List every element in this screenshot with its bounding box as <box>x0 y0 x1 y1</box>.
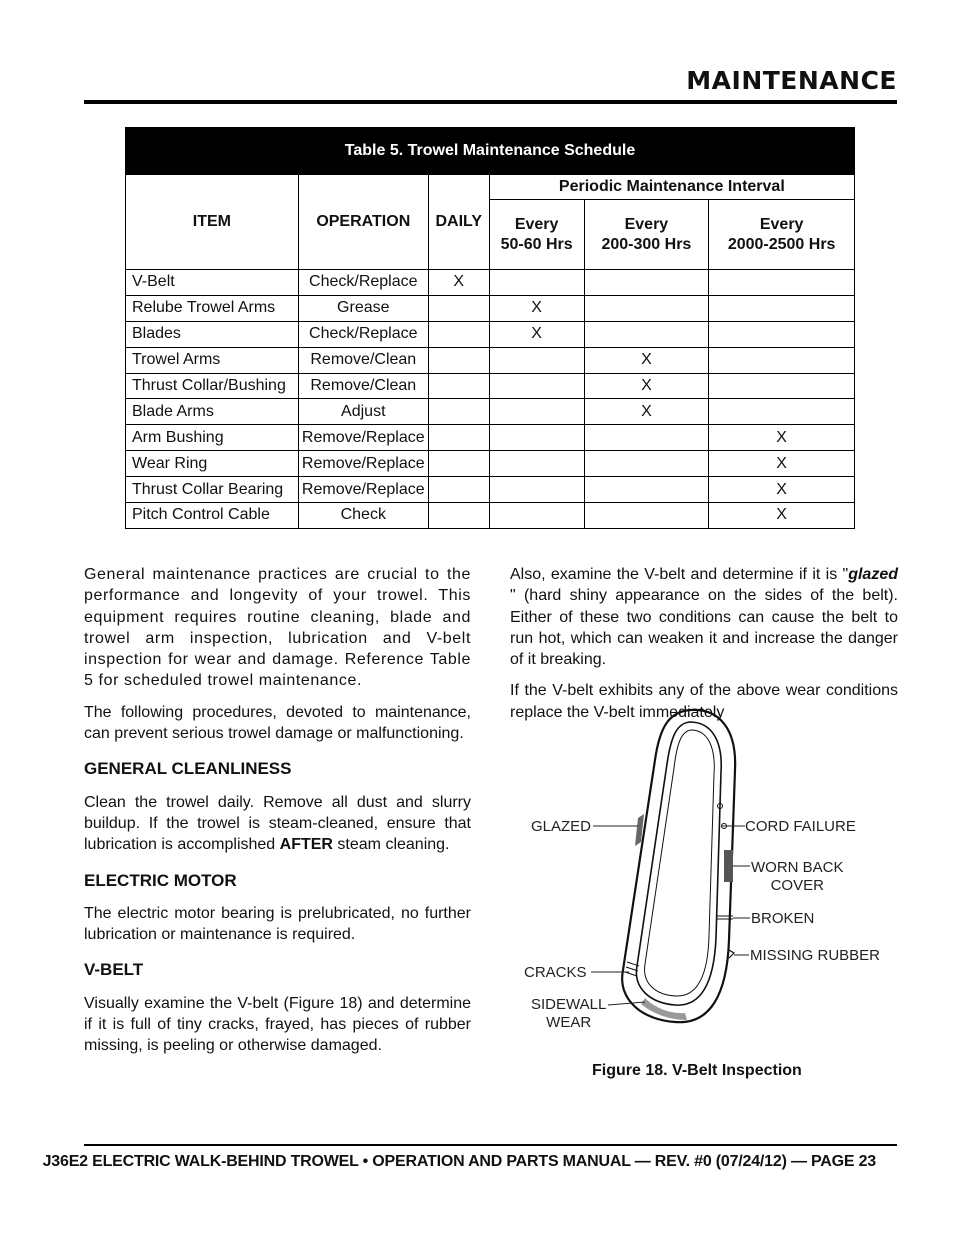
belt-innermost-line <box>645 730 715 996</box>
cell-i1 <box>489 425 584 451</box>
header-interval-1-line2: 50-60 Hrs <box>500 235 573 253</box>
cell-daily <box>428 373 489 399</box>
header-interval-3-line2: 2000-2500 Hrs <box>727 235 836 253</box>
heading-general-cleanliness: GENERAL CLEANLINESS <box>84 759 292 779</box>
label-glazed: GLAZED <box>531 818 592 835</box>
cell-i2 <box>584 295 709 321</box>
intro-paragraph: General maintenance practices are crucial to the performance and longevity of your trowel. This equipment requires routine cleaning, blade and trowel arm inspection, lubrication and V-belt inspection for wear and damage. Reference Table 5 for scheduled trowel maintenance. <box>84 566 471 690</box>
cell-item: Blades <box>126 321 299 347</box>
label-worn-back-line2: COVER <box>770 877 824 894</box>
cell-operation: Adjust <box>298 399 428 425</box>
table-body <box>126 270 855 529</box>
header-interval-1 <box>489 200 584 270</box>
cell-i3 <box>709 270 855 296</box>
title-rule <box>84 100 897 104</box>
label-cracks: CRACKS <box>524 964 587 981</box>
glazed-paragraph <box>510 564 898 670</box>
cell-i1 <box>489 477 584 503</box>
table-row <box>126 477 855 503</box>
cell-daily <box>428 477 489 503</box>
glazed-text-a: Also, examine the V-belt and determine if it is " <box>510 566 849 583</box>
leader-sidewall <box>608 1002 645 1005</box>
table-row <box>126 503 855 529</box>
cell-item: Pitch Control Cable <box>126 503 299 529</box>
cleanliness-emphasis: AFTER <box>279 836 333 854</box>
header-interval-3 <box>709 200 855 270</box>
missing-rubber-notch <box>729 950 734 958</box>
cell-item: Blade Arms <box>126 399 299 425</box>
cell-i3: X <box>709 477 855 503</box>
v-belt-paragraph: Visually examine the V-belt (Figure 18) and determine if it is full of tiny cracks, frayed, has pieces of rubber missing, is peeling or otherwise damaged. <box>84 994 471 1055</box>
cell-operation: Check/Replace <box>298 270 428 296</box>
cell-i3: X <box>709 503 855 529</box>
cell-operation: Remove/Replace <box>298 425 428 451</box>
glazed-emphasis: glazed <box>848 566 898 583</box>
cell-operation: Remove/Replace <box>298 477 428 503</box>
label-cord-failure: CORD FAILURE <box>745 818 856 835</box>
cell-daily <box>428 399 489 425</box>
v-belt-drawing <box>505 700 905 1040</box>
table-row <box>126 373 855 399</box>
label-broken: BROKEN <box>751 910 815 927</box>
cell-i2 <box>584 477 709 503</box>
cell-i2 <box>584 270 709 296</box>
header-daily: DAILY <box>428 175 489 270</box>
cell-item: Thrust Collar/Bushing <box>126 373 299 399</box>
cell-i3 <box>709 399 855 425</box>
page-title: MAINTENANCE <box>686 66 897 95</box>
maintenance-schedule-table <box>125 127 855 529</box>
motor-paragraph: The electric motor bearing is prelubricated, no further lubrication or maintenance is required. <box>84 904 471 944</box>
table-row <box>126 425 855 451</box>
cell-i2 <box>584 451 709 477</box>
cell-item: V-Belt <box>126 270 299 296</box>
label-sidewall-wear <box>531 996 606 1032</box>
table-row <box>126 295 855 321</box>
cell-i3 <box>709 347 855 373</box>
cell-operation: Remove/Clean <box>298 373 428 399</box>
belt-inner-outline <box>636 722 721 1005</box>
cell-item: Relube Trowel Arms <box>126 295 299 321</box>
footer-rule <box>84 1144 897 1146</box>
table-row <box>126 451 855 477</box>
cell-item: Thrust Collar Bearing <box>126 477 299 503</box>
cleanliness-text-a: Clean the trowel daily. Remove all dust and slurry buildup. If the trowel is steam-cleaned, ensure that lubrication is accomplished <box>84 793 471 854</box>
crack-mark-3 <box>625 972 637 976</box>
replace-paragraph: If the V-belt exhibits any of the above wear conditions replace the V-belt immediately <box>510 682 898 721</box>
header-interval-2 <box>584 200 709 270</box>
sidewall-wear-area <box>641 998 687 1020</box>
cell-i1 <box>489 399 584 425</box>
header-interval-1-line1: Every <box>514 215 559 233</box>
cell-daily: X <box>428 270 489 296</box>
table-row <box>126 321 855 347</box>
header-periodic: Periodic Maintenance Interval <box>489 175 854 200</box>
cell-i3 <box>709 321 855 347</box>
cell-operation: Remove/Clean <box>298 347 428 373</box>
cell-daily <box>428 295 489 321</box>
table-row <box>126 347 855 373</box>
cell-i1: X <box>489 295 584 321</box>
table-row <box>126 270 855 296</box>
cell-daily <box>428 321 489 347</box>
header-operation: OPERATION <box>298 175 428 270</box>
v-belt-figure <box>505 700 905 1040</box>
cleanliness-paragraph <box>84 792 471 856</box>
glazed-text-c: " (hard shiny appearance on the sides of the belt). Either of these two conditions can cause the belt to run hot, which can weaken it and increase the danger of it breaking. <box>510 587 898 669</box>
cell-daily <box>428 425 489 451</box>
cell-i2: X <box>584 373 709 399</box>
cell-operation: Remove/Replace <box>298 451 428 477</box>
label-missing-rubber: MISSING RUBBER <box>750 947 881 964</box>
cell-i1: X <box>489 321 584 347</box>
cell-i3 <box>709 373 855 399</box>
cell-item: Wear Ring <box>126 451 299 477</box>
label-sidewall-line2: WEAR <box>546 1014 592 1031</box>
header-interval-3-line1: Every <box>759 215 804 233</box>
cleanliness-text-c: steam cleaning. <box>332 836 450 854</box>
cell-i1 <box>489 451 584 477</box>
cell-operation: Check/Replace <box>298 321 428 347</box>
figure-caption: Figure 18. V-Belt Inspection <box>592 1062 802 1079</box>
cell-i1 <box>489 373 584 399</box>
cell-i2 <box>584 425 709 451</box>
cell-i2 <box>584 321 709 347</box>
cell-item: Arm Bushing <box>126 425 299 451</box>
cell-daily <box>428 503 489 529</box>
table-row <box>126 399 855 425</box>
cell-i1 <box>489 347 584 373</box>
cell-i2 <box>584 503 709 529</box>
cell-i2: X <box>584 347 709 373</box>
header-item: ITEM <box>126 175 299 270</box>
cell-daily <box>428 347 489 373</box>
heading-electric-motor: ELECTRIC MOTOR <box>84 870 237 890</box>
table-caption: Table 5. Trowel Maintenance Schedule <box>126 128 855 175</box>
label-worn-back-cover <box>751 859 844 895</box>
cell-i1 <box>489 270 584 296</box>
left-column <box>84 564 471 1067</box>
cell-i1 <box>489 503 584 529</box>
label-sidewall-line1: SIDEWALL <box>531 996 607 1013</box>
header-interval-2-line1: Every <box>624 215 669 233</box>
procedures-paragraph: The following procedures, devoted to maintenance, can prevent serious trowel damage or malfunctioning. <box>84 703 471 743</box>
cell-i3: X <box>709 425 855 451</box>
cell-i3 <box>709 295 855 321</box>
cell-i3: X <box>709 451 855 477</box>
page-footer: J36E2 ELECTRIC WALK-BEHIND TROWEL • OPERATION AND PARTS MANUAL — REV. #0 (07/24/12) — PAGE 23 <box>42 1153 876 1170</box>
worn-back-patch <box>724 850 733 882</box>
cell-operation: Grease <box>298 295 428 321</box>
cell-i2: X <box>584 399 709 425</box>
header-interval-2-line2: 200-300 Hrs <box>601 235 692 253</box>
heading-v-belt: V-BELT <box>84 960 144 980</box>
label-worn-back-line1: WORN BACK <box>751 859 844 876</box>
cell-operation: Check <box>298 503 428 529</box>
cell-item: Trowel Arms <box>126 347 299 373</box>
cell-daily <box>428 451 489 477</box>
